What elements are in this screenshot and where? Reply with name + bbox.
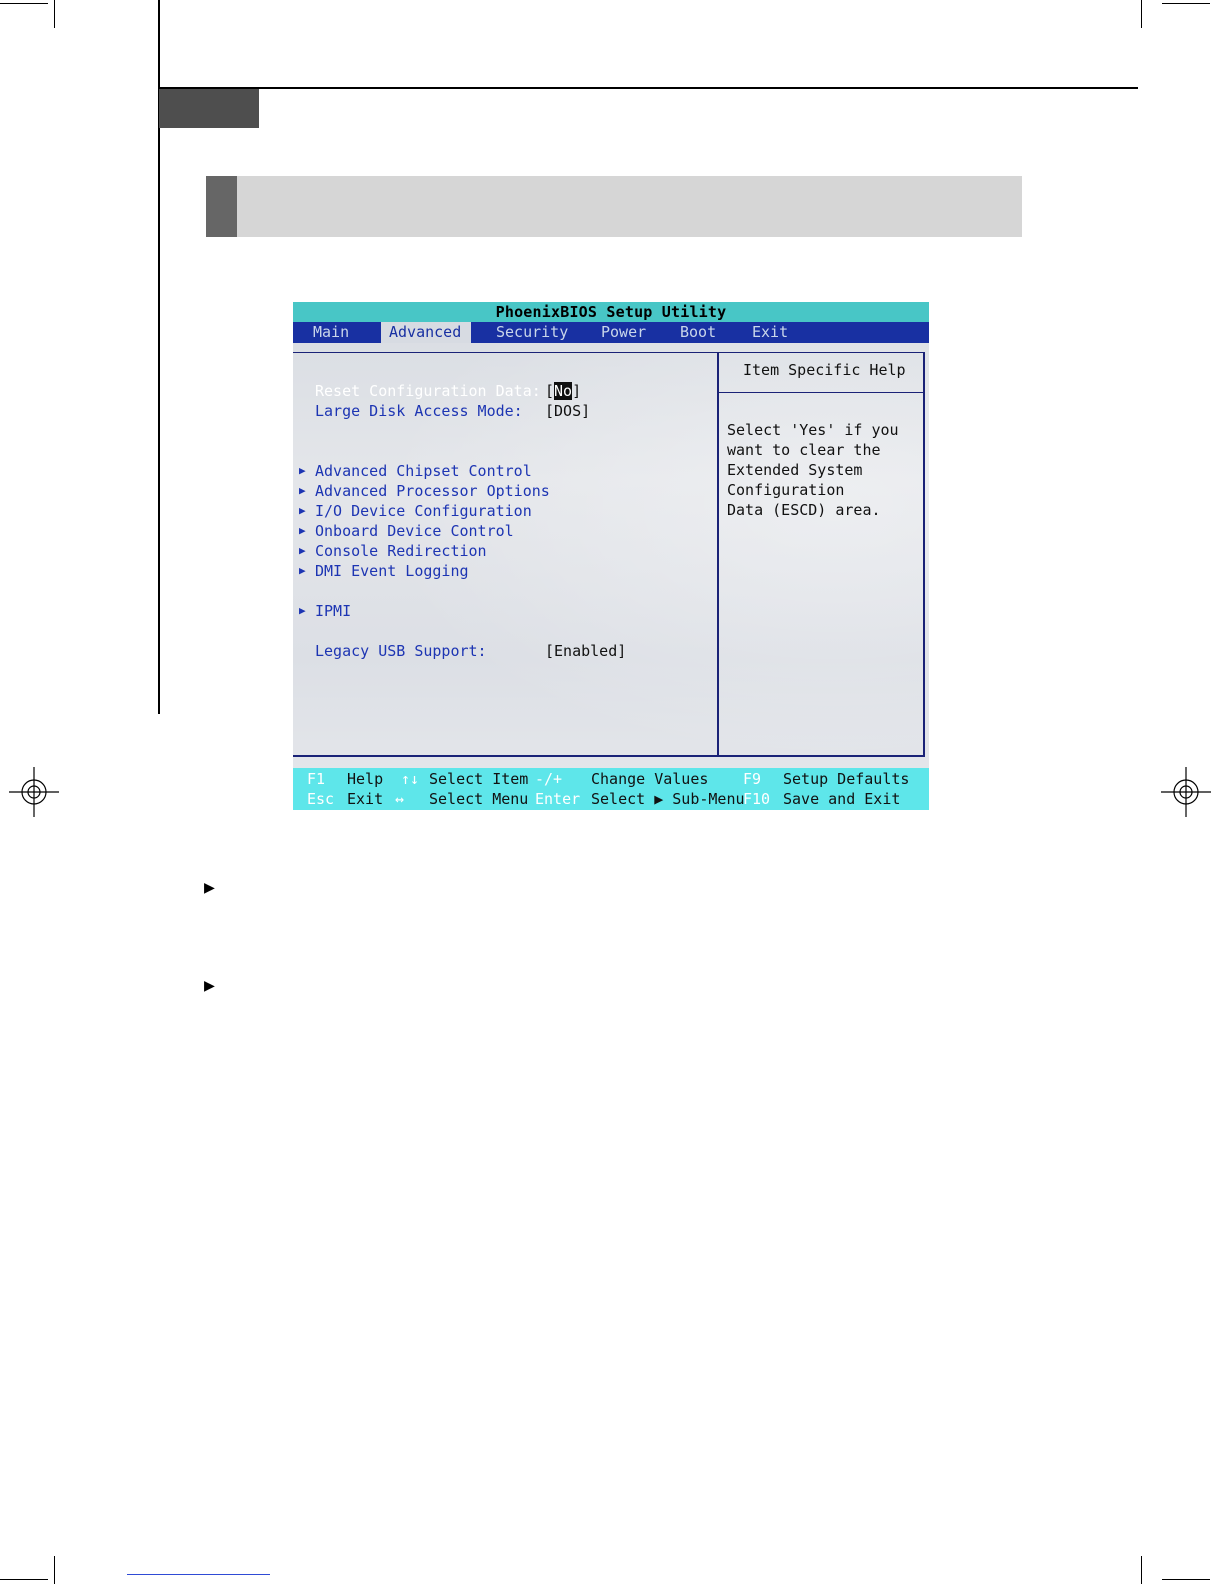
crop-mark-vertical-right-bottom: [1141, 1556, 1142, 1584]
reset-config-value-text: No: [554, 382, 573, 400]
help-panel-left-border: [717, 352, 719, 756]
help-line: want to clear the: [727, 441, 881, 459]
tab-advanced[interactable]: Advanced: [381, 322, 471, 343]
submenu-dmi-event-logging[interactable]: DMI Event Logging: [315, 562, 469, 580]
submenu-arrow-icon: ▶: [299, 524, 306, 537]
help-title-divider: [717, 392, 925, 393]
help-line: Data (ESCD) area.: [727, 501, 881, 519]
footer-desc-select-submenu: Select ▶ Sub-Menu: [591, 790, 745, 808]
bullet-arrow-icon: ▶: [204, 975, 215, 996]
large-disk-value[interactable]: [DOS]: [545, 402, 591, 420]
main-panel-bottom-border: [293, 755, 925, 757]
bullet-arrow-icon: ▶: [204, 877, 215, 898]
tab-security[interactable]: Security: [496, 323, 569, 341]
tab-boot[interactable]: Boot: [680, 323, 717, 341]
footer-key-esc: Esc: [307, 790, 335, 808]
section-heading-band: [206, 176, 1022, 237]
crop-mark-bottom-right: [1162, 1579, 1210, 1580]
submenu-arrow-icon: ▶: [299, 604, 306, 617]
crop-mark-top-right: [1162, 3, 1210, 4]
footer-key-enter: Enter: [535, 790, 581, 808]
footer-key-f1: F1: [307, 770, 326, 788]
registration-mark-right-icon: [1161, 767, 1211, 817]
bios-title: PhoenixBIOS Setup Utility: [293, 302, 929, 322]
registration-mark-left-icon: [9, 767, 59, 817]
legacy-usb-label[interactable]: Legacy USB Support:: [315, 642, 487, 660]
help-line: Select 'Yes' if you: [727, 421, 899, 439]
footer-key-f9: F9: [743, 770, 762, 788]
submenu-onboard-device-control[interactable]: Onboard Device Control: [315, 522, 514, 540]
submenu-io-device-configuration[interactable]: I/O Device Configuration: [315, 502, 532, 520]
footer-key-leftright: ↔: [395, 790, 405, 808]
large-disk-label[interactable]: Large Disk Access Mode:: [315, 402, 523, 420]
footer-key-f10: F10: [743, 790, 771, 808]
crop-mark-vertical-left-bottom: [54, 1556, 55, 1584]
submenu-arrow-icon: ▶: [299, 564, 306, 577]
tab-main[interactable]: Main: [313, 323, 350, 341]
submenu-advanced-chipset-control[interactable]: Advanced Chipset Control: [315, 462, 532, 480]
reset-config-label[interactable]: Reset Configuration Data:: [315, 382, 541, 400]
footer-desc-setup-defaults: Setup Defaults: [783, 770, 910, 788]
crop-mark-vertical-left-top: [54, 0, 55, 28]
crop-mark-vertical-right-top: [1141, 0, 1142, 28]
crop-mark-bottom-left: [0, 1579, 48, 1580]
help-line: Configuration: [727, 481, 845, 499]
help-panel-right-border: [923, 352, 925, 756]
tab-exit[interactable]: Exit: [752, 323, 789, 341]
submenu-console-redirection[interactable]: Console Redirection: [315, 542, 487, 560]
header-rule: [158, 87, 1138, 89]
crop-mark-top-left: [0, 3, 48, 4]
chapter-tab: [159, 89, 259, 128]
submenu-advanced-processor-options[interactable]: Advanced Processor Options: [315, 482, 550, 500]
legacy-usb-value[interactable]: [Enabled]: [545, 642, 627, 660]
main-panel-top-border: [293, 352, 925, 353]
footer-desc-save-and-exit: Save and Exit: [783, 790, 901, 808]
submenu-arrow-icon: ▶: [299, 544, 306, 557]
footer-desc-exit: Exit: [347, 790, 384, 808]
submenu-ipmi[interactable]: IPMI: [315, 602, 352, 620]
footer-desc-select-item: Select Item: [429, 770, 529, 788]
reset-config-value[interactable]: [No]: [545, 382, 582, 400]
footer-desc-change-values: Change Values: [591, 770, 709, 788]
footer-key-updown: ↑↓: [401, 770, 420, 788]
help-line: Extended System: [727, 461, 863, 479]
submenu-arrow-icon: ▶: [299, 484, 306, 497]
submenu-arrow-icon: ▶: [299, 504, 306, 517]
bios-screen: [293, 302, 929, 810]
footer-desc-select-menu: Select Menu: [429, 790, 529, 808]
bios-footer: [293, 768, 929, 810]
footer-desc-help: Help: [347, 770, 384, 788]
footer-key-plusminus: -/+: [535, 770, 563, 788]
section-heading-tab: [206, 176, 237, 237]
submenu-arrow-icon: ▶: [299, 464, 306, 477]
page-footer-rule: [127, 1574, 270, 1575]
help-title: Item Specific Help: [743, 361, 906, 379]
tab-power[interactable]: Power: [601, 323, 647, 341]
bios-menubar: [293, 322, 929, 343]
